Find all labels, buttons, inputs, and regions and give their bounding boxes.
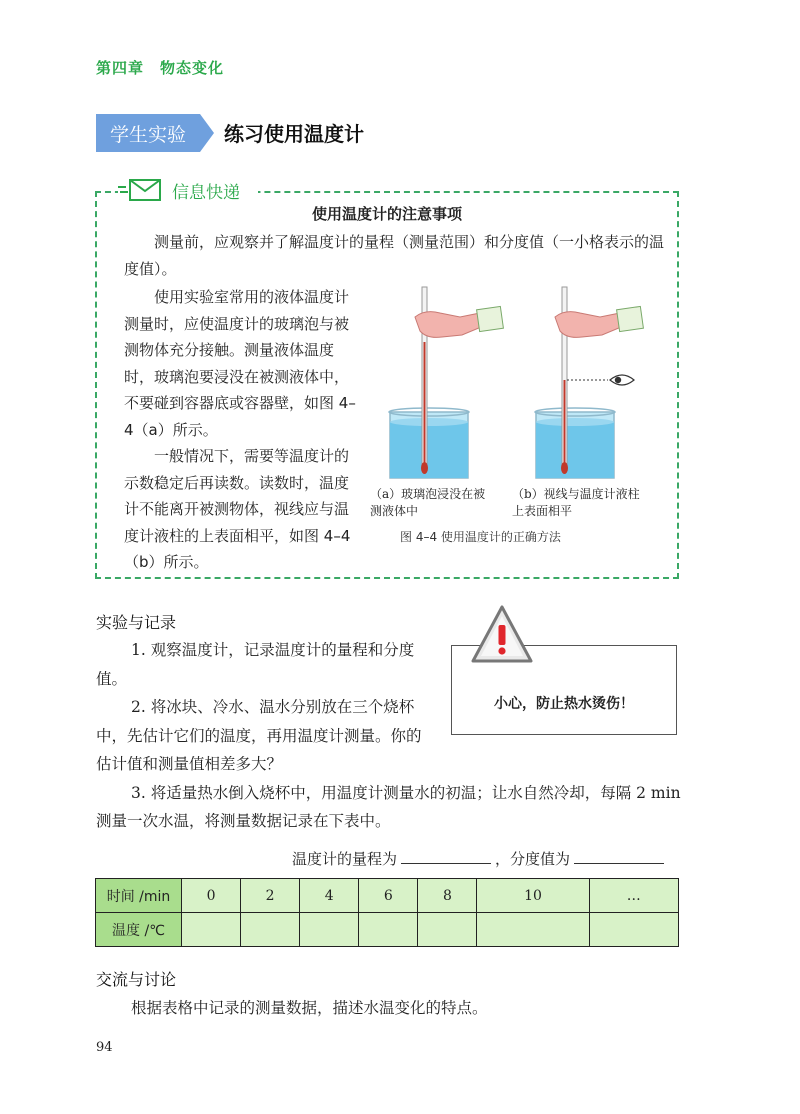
experiment-steps: [96, 636, 686, 836]
table-row: [96, 879, 679, 913]
time-cell: 4: [300, 879, 359, 913]
notice-paragraph-2-text: 使用实验室常用的液体温度计测量时，应使温度计的玻璃泡与被测物体充分接触。测量液体温度时，玻璃泡要浸没在被测液体中，不要碰到容器底或容器壁，如图 4–4（a）所示。: [124, 288, 356, 439]
division-label: ，分度值为: [495, 850, 571, 868]
thermometer-figure: [360, 282, 680, 487]
time-cell: 10: [477, 879, 589, 913]
notice-paragraph-2: [124, 284, 359, 576]
figure-caption: 图 4–4 使用温度计的正确方法: [400, 530, 561, 544]
experiment-label: 学生实验: [96, 114, 200, 152]
notice-paragraph-3-text: 一般情况下，需要等温度计的示数稳定后再读数。读数时，温度计不能离开被测物体，视线应与温度计液柱的上表面相平，如图 4–4（b）所示。: [124, 447, 351, 571]
time-cell: 2: [241, 879, 300, 913]
temperature-cell[interactable]: [418, 913, 477, 947]
temperature-cell[interactable]: [477, 913, 589, 947]
page-number: 94: [96, 1040, 113, 1055]
warning-text: 小心，防止热水烫伤！: [494, 696, 634, 712]
chapter-title: 第四章 物态变化: [96, 59, 225, 77]
banner-arrow: [200, 114, 214, 152]
temperature-cell[interactable]: [182, 913, 241, 947]
temperature-cell[interactable]: [300, 913, 359, 947]
info-box-heading: 信息快递: [172, 182, 240, 203]
notice-title: 使用温度计的注意事项: [311, 205, 462, 223]
division-blank[interactable]: [574, 849, 664, 864]
envelope-icon: [118, 177, 166, 203]
time-cell: …: [589, 879, 678, 913]
section-heading-discussion: 交流与讨论: [96, 970, 177, 989]
temperature-cell[interactable]: [359, 913, 418, 947]
beaker-b: [535, 408, 615, 478]
time-cell: 8: [418, 879, 477, 913]
time-cell: 6: [359, 879, 418, 913]
info-box-header: [118, 175, 258, 205]
figure-b-caption: （b）视线与温度计液柱上表面相平: [512, 487, 640, 518]
step-1: 1. 观察温度计，记录温度计的量程和分度值。: [96, 641, 415, 688]
range-blank[interactable]: [401, 849, 491, 864]
temperature-cell[interactable]: [589, 913, 678, 947]
step-2: 2. 将冰块、冷水、温水分别放在三个烧杯中，先估计它们的温度，再用温度计测量。你的估计值和测量值相差多大？: [96, 698, 422, 773]
beaker-a: [389, 408, 469, 478]
temperature-header: 温度 /℃: [96, 913, 182, 947]
discussion-text: 根据表格中记录的测量数据，描述水温变化的特点。: [131, 999, 488, 1017]
experiment-title: 练习使用温度计: [224, 122, 364, 146]
table-row: [96, 913, 679, 947]
section-heading-experiment: 实验与记录: [96, 613, 177, 632]
step-3: 3. 将适量热水倒入烧杯中，用温度计测量水的初温；让水自然冷却，每隔 2 min 测量一次水温，将测量数据记录在下表中。: [96, 783, 681, 830]
range-record-line: [292, 848, 668, 869]
hand-a: [415, 306, 503, 337]
range-label: 温度计的量程为: [292, 850, 398, 868]
hand-b: [555, 306, 643, 337]
temperature-cell[interactable]: [241, 913, 300, 947]
measurement-table: [95, 878, 679, 947]
time-cell: 0: [182, 879, 241, 913]
time-header: 时间 /min: [96, 879, 182, 913]
figure-a-caption: （a）玻璃泡浸没在被测液体中: [370, 487, 486, 518]
eye-icon: [610, 375, 634, 385]
notice-paragraph-1: 测量前，应观察并了解温度计的量程（测量范围）和分度值（一小格表示的温度值）。: [124, 233, 665, 278]
